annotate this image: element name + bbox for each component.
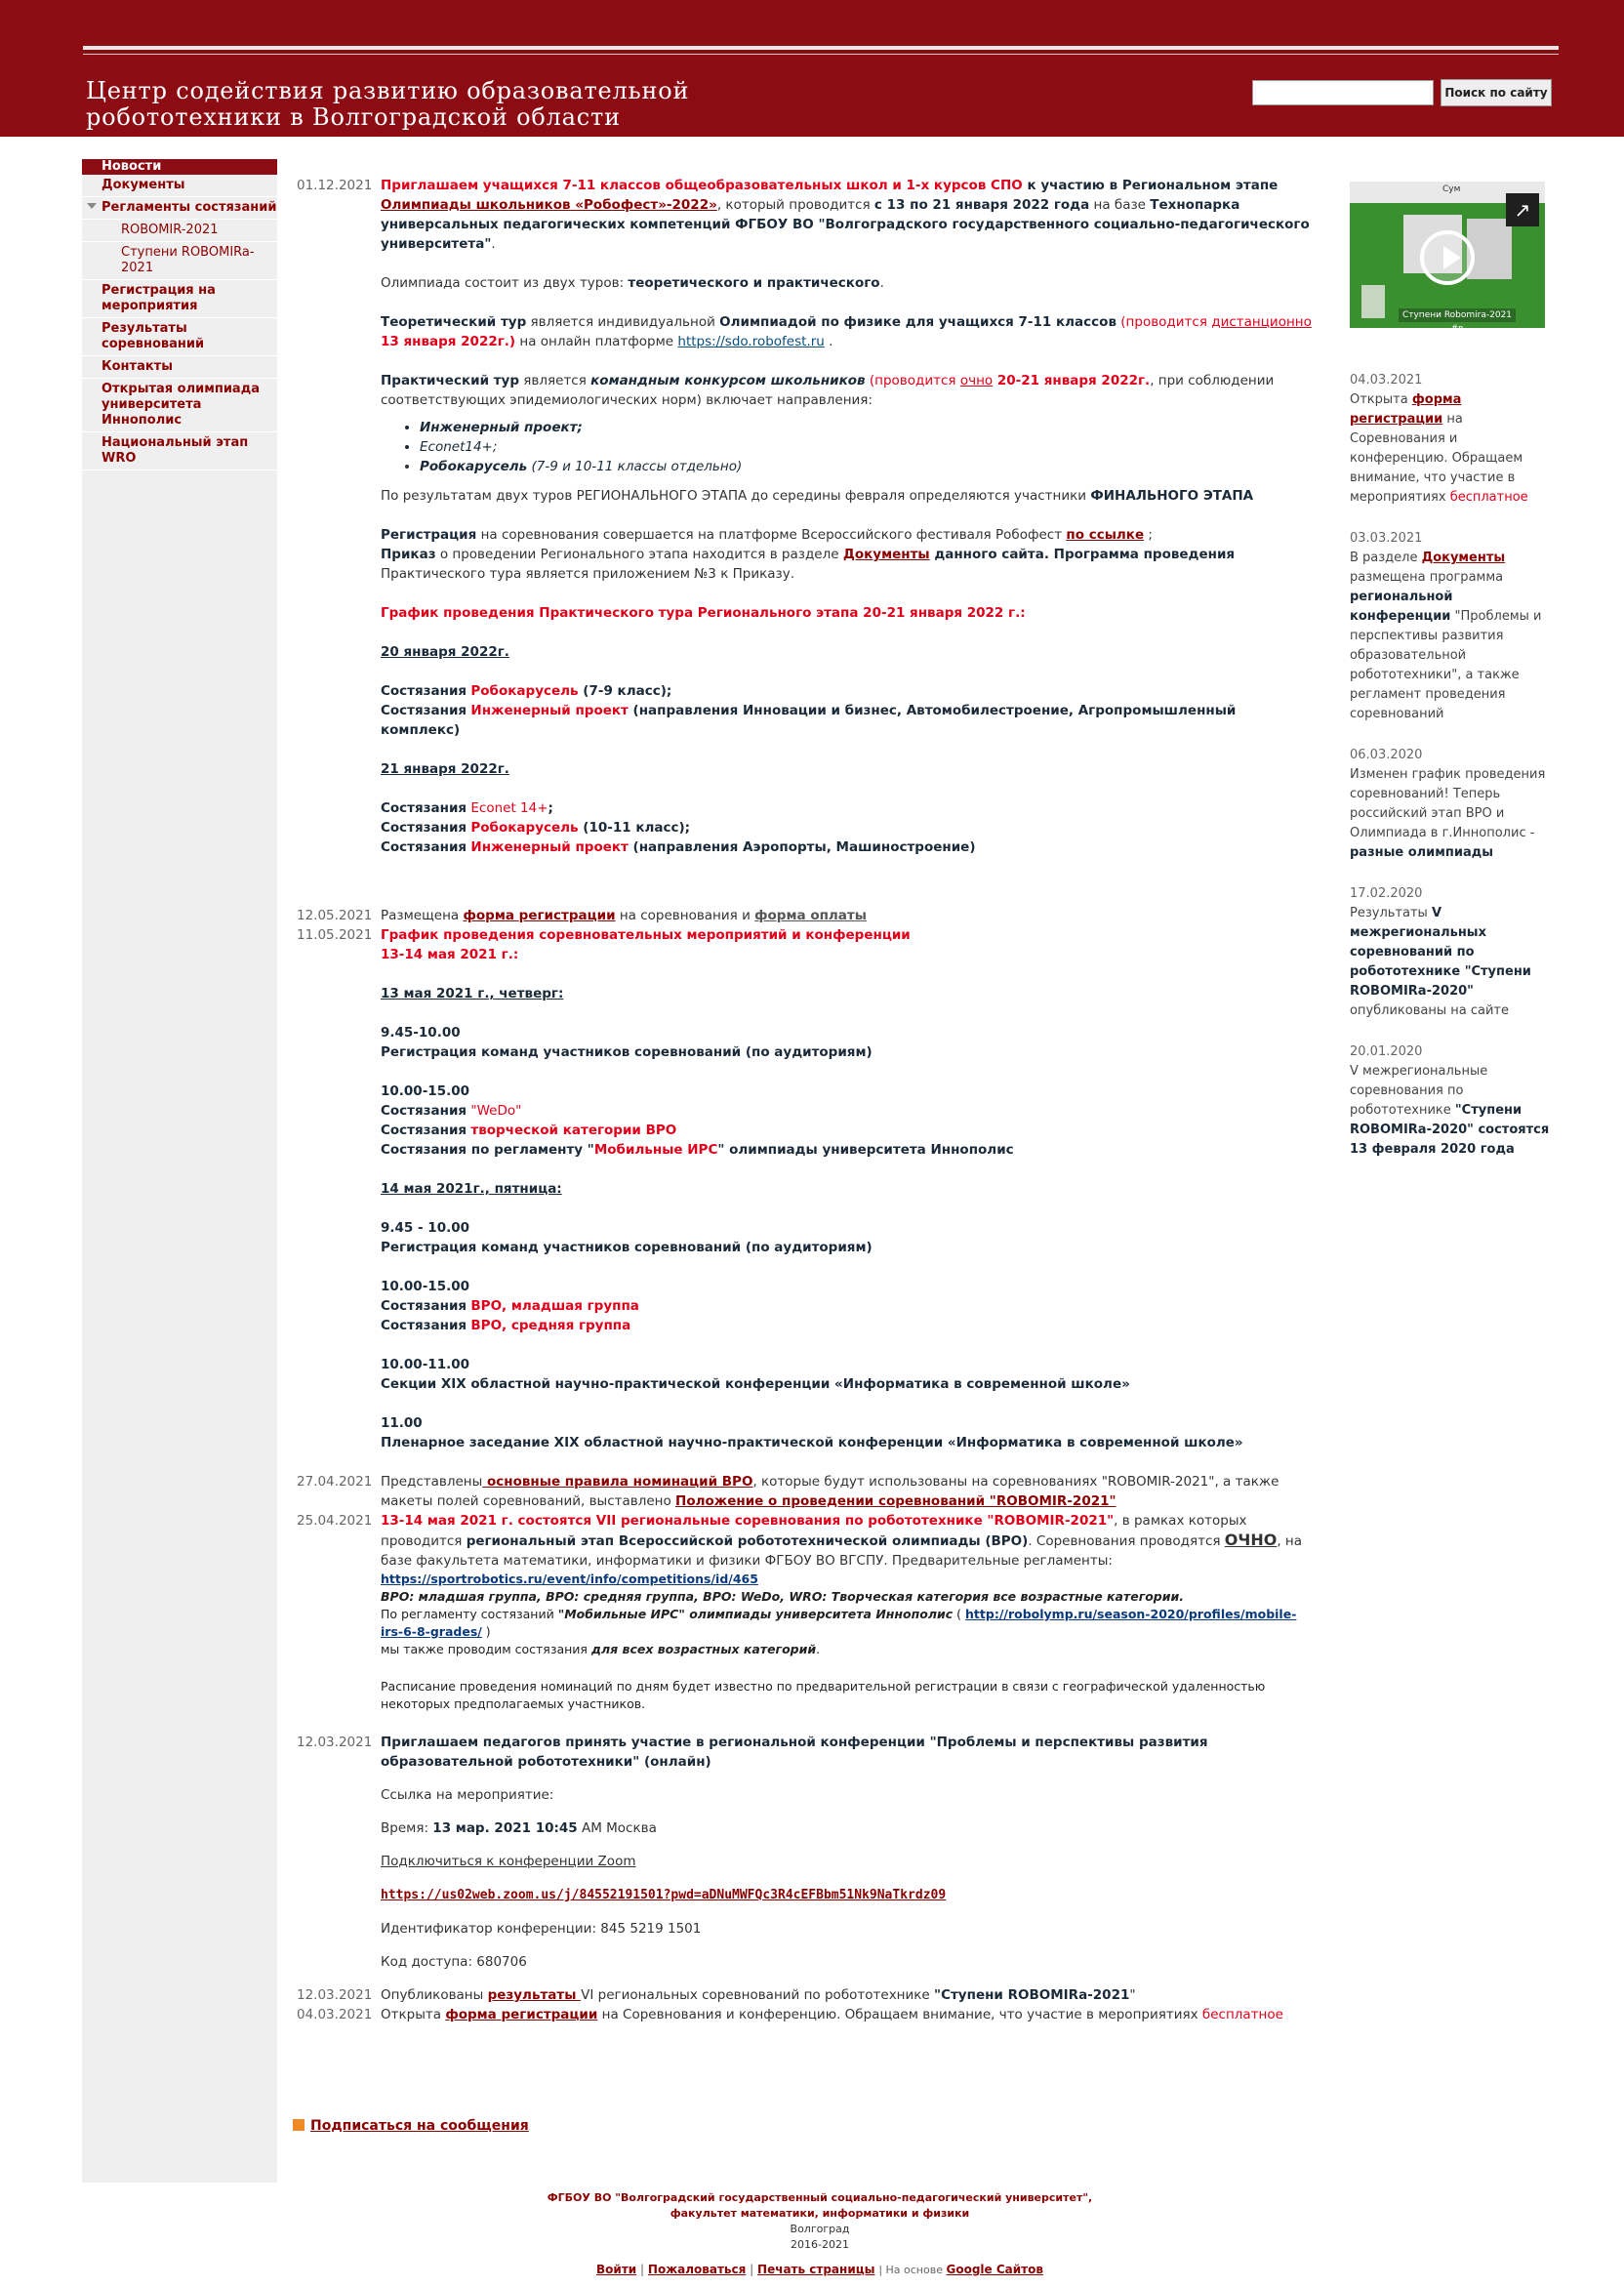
news-text: (7-9 класс); [578, 683, 672, 699]
news-text: на соревнования совершается на платформе Всероссийского фестиваля Робофест [476, 527, 1067, 543]
login-link[interactable]: Войти [596, 2263, 637, 2276]
search-button[interactable]: Поиск по сайту [1441, 79, 1552, 106]
news-text: на базе [1089, 197, 1151, 213]
news-date: 20.01.2020 [1350, 1044, 1423, 1059]
news-text: "WeDo" [470, 1103, 522, 1119]
news-date: 12.03.2021 [297, 1987, 373, 2003]
sidebar-item-innopolis[interactable]: Открытая олимпиада университета Иннополис [82, 379, 277, 432]
registration-form-link[interactable]: форма регистрации [463, 908, 616, 923]
play-icon[interactable] [1420, 230, 1475, 285]
news-text: Приглашаем учащихся 7-11 классов общеобразовательных школ и 1-х курсов СПО [381, 178, 1023, 193]
news-entry [289, 176, 1314, 857]
header-line-thin [83, 54, 1559, 55]
news-text: График проведения соревновательных мероприятий и конференции [381, 927, 911, 943]
sidebar-item-registration[interactable]: Регистрация на мероприятия [82, 280, 277, 318]
news-text: . Соревнования проводятся [1028, 1533, 1225, 1549]
news-text: Состязания [381, 1103, 467, 1119]
video-top-label: Сум [1442, 184, 1461, 194]
zoom-text: Подключиться к конференции Zoom [381, 1854, 636, 1869]
news-paragraph [381, 701, 1314, 740]
news-text: Приказ [381, 547, 436, 562]
news-text: VI региональных соревнований по робототехнике [581, 1987, 935, 2003]
list-item [420, 457, 1314, 476]
news-text: Состязания [381, 1318, 467, 1333]
news-entry [289, 2005, 1314, 2024]
news-text: Открыта [1350, 392, 1412, 407]
news-entry [289, 1472, 1314, 1511]
news-text: ВРО, младшая группа [470, 1298, 639, 1314]
rss-subscribe[interactable] [293, 2118, 529, 2134]
recent-news-item [1350, 884, 1550, 1021]
news-entry [289, 1985, 1314, 2005]
news-text: Состязания [381, 683, 467, 699]
footer-city: Волгоград [790, 2223, 850, 2235]
news-paragraph [381, 371, 1314, 410]
recent-news-item [1350, 746, 1550, 863]
results-link[interactable]: результаты [487, 1987, 582, 2003]
news-text: (проводится [1116, 314, 1212, 330]
news-text: 13-14 мая 2021 г. состоятся VII региональные соревнования по робототехнике "ROBOMIR-2021" [381, 1513, 1115, 1529]
news-text: разные олимпиады [1350, 845, 1494, 860]
news-date: 04.03.2021 [1350, 373, 1423, 388]
open-in-new-icon[interactable]: ↗ [1506, 193, 1539, 226]
recent-news-item [1350, 1042, 1550, 1160]
header-line [83, 46, 1559, 50]
news-text: Econet 14+ [470, 800, 548, 816]
news-text: региональной конференции [1350, 590, 1453, 624]
news-list [289, 176, 1314, 2024]
sidebar-item-news[interactable]: Новости [82, 159, 277, 175]
list-item: • Econet14+; [420, 437, 1314, 457]
footer-university: ФГБОУ ВО "Волгоградский государственный социально-педагогический университет", [547, 2191, 1093, 2204]
news-text: Состязания [381, 800, 467, 816]
search-input[interactable] [1252, 80, 1434, 105]
registration-form-link[interactable]: форма регистрации [445, 2007, 598, 2022]
google-sites-link[interactable]: Google Сайтов [946, 2263, 1043, 2276]
news-text: Изменен график проведения соревнований! Теперь российский этап ВРО и Олимпиада в г.Иннополис - [1350, 767, 1546, 840]
site-title-line1[interactable]: Центр содействия развитию образовательной [86, 77, 690, 104]
footer-years: 2016-2021 [791, 2238, 849, 2251]
news-date: 17.02.2020 [1350, 886, 1423, 901]
schedule-time: 10.00-15.00 [381, 1279, 470, 1294]
news-text: ОЧНО [1224, 1531, 1278, 1549]
list-item: • Инженерный проект; [420, 418, 1314, 437]
news-entry [289, 906, 1314, 925]
sportrobotics-link[interactable]: https://sportrobotics.ru/event/info/competitions/id/465 [381, 1572, 758, 1586]
schedule-date: 20 января 2022г. [381, 644, 509, 660]
news-text: . [491, 236, 496, 252]
documents-link[interactable]: Документы [842, 547, 930, 562]
news-text: Состязания [381, 703, 467, 718]
news-text: Расписание проведения номинаций по дням будет известно по предварительной регистрации в связи с географической удаленностью некоторых предполагаемых участников. [381, 1679, 1266, 1711]
news-entry [289, 1511, 1314, 1713]
vro-rules-link[interactable]: основные правила номинаций ВРО [482, 1474, 753, 1490]
news-text: (проводится [865, 373, 960, 388]
expand-arrow-icon[interactable] [87, 203, 97, 209]
news-text: , которые будут использованы на соревнованиях "ROBOMIR-2021", а также макеты полей соревнований, выставлено [381, 1474, 1279, 1509]
news-text: командным конкурсом школьников [590, 373, 866, 388]
news-paragraph [381, 1121, 1314, 1140]
news-text: Регистрация команд участников соревнований (по аудиториям) [381, 1044, 873, 1060]
news-text: Опубликованы [381, 1987, 488, 2003]
news-text: Инженерный проект [470, 839, 629, 855]
video-person-image [1361, 285, 1385, 318]
news-text: Инженерный проект [470, 703, 629, 718]
schedule-time: 10.00-11.00 [381, 1357, 470, 1372]
news-text: данного сайта. Программа проведения [929, 547, 1236, 562]
report-link[interactable]: Пожаловаться [647, 2263, 747, 2276]
regulation-link[interactable]: Положение о проведении соревнований "ROBOMIR-2021" [675, 1493, 1116, 1509]
news-text: Мобильные ИРС [593, 1142, 718, 1158]
news-text: на соревнования и [615, 908, 755, 923]
news-text: "Ступени ROBOMIRa-2021 [934, 1987, 1130, 2003]
sidebar-item-contacts[interactable]: Контакты [82, 356, 277, 379]
news-text: ( [953, 1607, 966, 1621]
news-text: Практический тур [381, 373, 520, 388]
news-text: Результаты [1350, 906, 1432, 920]
news-paragraph [381, 1606, 1314, 1641]
news-paragraph [381, 2005, 1314, 2024]
news-paragraph [381, 818, 1314, 837]
news-text: " [1129, 1987, 1136, 2003]
print-link[interactable]: Печать страницы [757, 2263, 875, 2276]
news-text: , который проводится [716, 197, 874, 213]
news-entry [289, 1733, 1314, 1972]
schedule-date: 13 мая 2021 г., четверг: [381, 986, 564, 1001]
news-text: опубликованы на сайте [1350, 1003, 1509, 1018]
news-text: (10-11 класс); [578, 820, 691, 836]
robofest-link[interactable]: по ссылке [1066, 527, 1145, 543]
payment-form-link[interactable]: форма оплаты [754, 908, 867, 923]
news-text: Состязания по регламенту " [381, 1142, 594, 1158]
rss-icon[interactable] [293, 2119, 304, 2131]
news-text: Открыта [381, 2007, 446, 2022]
news-text: "Мобильные ИРС" олимпиады университета Иннополис [557, 1607, 954, 1621]
news-text: По регламенту состязаний [381, 1607, 558, 1621]
news-text: размещена программа [1350, 570, 1504, 585]
video-frame-image [1467, 219, 1512, 279]
news-paragraph [381, 1985, 1314, 2005]
sdo-link[interactable]: https://sdo.robofest.ru [677, 334, 825, 349]
news-text: 13 января 2022г.) [381, 334, 516, 349]
news-text: ; [548, 800, 553, 816]
news-text: V межрегиональные соревнования по робототехнике [1350, 1064, 1488, 1118]
news-paragraph [381, 1641, 1314, 1658]
schedule-time: 9.45 - 10.00 [381, 1220, 470, 1236]
news-text: Код доступа: 680706 [381, 1954, 527, 1970]
sidebar-item-label[interactable]: Регламенты состязаний [102, 200, 277, 215]
news-text: Теоретический тур [381, 314, 527, 330]
news-text: Состязания [381, 839, 467, 855]
news-text: 13 мар. 2021 10:45 [432, 1820, 578, 1836]
news-text: бесплатное [1449, 490, 1528, 505]
news-text: , на базе факультета математики, информатики и физики ФГБОУ ВО ВГСПУ. Предварительные регламенты: [381, 1533, 1302, 1569]
news-text: Регистрация [381, 527, 477, 543]
olympiad-link[interactable]: Олимпиады школьников «Робофест»-2022» [381, 197, 717, 213]
news-text: Идентификатор конференции: 845 5219 1501 [381, 1921, 702, 1937]
schedule-time: 10.00-15.00 [381, 1083, 470, 1099]
news-paragraph [381, 1472, 1314, 1511]
sidebar-item-stupeni-2021[interactable]: Ступени ROBOMIRa-2021 [82, 242, 277, 280]
sidebar-item-robomir-2021[interactable]: ROBOMIR-2021 [82, 220, 277, 242]
news-paragraph [381, 525, 1314, 584]
news-text: Приглашаем педагогов принять участие в региональной конференции "Проблемы и перспективы развития образовательной робототехники" (онлайн) [381, 1735, 1208, 1770]
news-date: 01.12.2021 [297, 178, 373, 193]
news-paragraph [381, 1101, 1314, 1121]
news-text: . [824, 334, 833, 349]
news-text: Представлены [381, 1474, 483, 1490]
news-paragraph [381, 906, 1314, 925]
news-text: (направления Аэропорты, Машиностроение) [628, 839, 976, 855]
news-text: с 13 по 21 января 2022 года [873, 197, 1090, 213]
news-text: Олимпиадой по физике для учащихся 7-11 классов [719, 314, 1116, 330]
news-text: является [519, 373, 591, 388]
news-paragraph [381, 1140, 1314, 1160]
news-text: региональный этап Всероссийской робототехнической олимпиады (ВРО) [466, 1533, 1029, 1549]
sidebar-item-results[interactable]: Результаты соревнований [82, 318, 277, 356]
schedule-time: 11.00 [381, 1415, 423, 1431]
news-text: V межрегиональных соревнований по робототехнике "Ступени ROBOMIRa-2020" [1350, 906, 1531, 999]
news-text: Пленарное заседание XIX областной научно-практической конференции «Информатика в современной школе» [381, 1435, 1243, 1450]
news-paragraph [381, 312, 1314, 351]
news-text: "Проблемы и перспективы развития образовательной робототехники", а также регламент проведения соревнований [1350, 609, 1542, 721]
news-text: 13-14 мая 2021 г.: [381, 947, 519, 962]
news-text: на Соревнования и конференцию. Обращаем внимание, что участие в мероприятиях [1350, 412, 1523, 505]
schedule-date: 21 января 2022г. [381, 761, 509, 777]
news-text: Робокарусель [470, 820, 579, 836]
news-paragraph [381, 681, 1314, 701]
news-text: Состязания [381, 1123, 467, 1138]
news-paragraph [381, 1316, 1314, 1335]
news-text: Ссылка на мероприятие: [381, 1787, 554, 1803]
news-date: 11.05.2021 [297, 927, 373, 943]
news-paragraph [381, 1511, 1314, 1571]
news-text: для всех возрастных категорий [590, 1642, 817, 1656]
news-text: о проведении Регионального этапа находится в разделе [435, 547, 843, 562]
news-date: 27.04.2021 [297, 1474, 373, 1490]
news-text: "Ступени ROBOMIRa-2020" состоятся 13 февраля 2020 года [1350, 1103, 1550, 1157]
news-text: очно [959, 373, 994, 388]
news-text: (направления Инновации и бизнес, Автомобилестроение, Агропромышленный комплекс) [381, 703, 1237, 738]
news-paragraph [381, 798, 1314, 818]
news-text: на онлайн платформе [515, 334, 678, 349]
news-text: График проведения Практического тура Регионального этапа 20-21 января 2022 г.: [381, 605, 1026, 621]
footer-links: Войти | Пожаловаться | Печать страницы | На основе Google Сайтов [596, 2263, 1043, 2276]
news-paragraph [381, 273, 1314, 293]
news-date: 06.03.2020 [1350, 748, 1423, 762]
news-text: теоретического и практического [628, 275, 880, 291]
news-text: AM Москва [577, 1820, 657, 1836]
sidebar-item-documents[interactable]: Документы [82, 175, 277, 197]
news-date: 04.03.2021 [297, 2007, 373, 2022]
news-date: 03.03.2021 [1350, 531, 1423, 546]
news-text: мы также проводим состязания [381, 1642, 591, 1656]
sidebar [82, 159, 277, 2183]
news-text: является индивидуальной [526, 314, 720, 330]
video-caption: Ступени Robomira-2021 #в [1399, 308, 1516, 322]
news-entry [289, 925, 1314, 1452]
sidebar-item-reglaments[interactable] [82, 197, 277, 220]
site-title[interactable] [86, 78, 828, 131]
recent-news-panel [1350, 182, 1550, 1160]
news-paragraph [381, 1818, 1314, 1838]
news-paragraph [381, 1296, 1314, 1316]
news-text: , в рамках которых проводится [381, 1513, 1247, 1549]
news-text: Размещена [381, 908, 464, 923]
robolymp-link[interactable]: http://robolymp.ru/season-2020/profiles/mobile-irs-6-8-grades/ [381, 1607, 1297, 1639]
news-text: " олимпиады университета Иннополис [717, 1142, 1014, 1158]
documents-link[interactable]: Документы [1421, 551, 1506, 565]
news-date: 25.04.2021 [297, 1513, 373, 1529]
news-text: 20-21 января 2022г. [993, 373, 1151, 388]
news-text: к участию в Региональном этапе [1022, 178, 1279, 193]
news-text: Практического тура является приложением №3 к Приказу. [381, 566, 795, 582]
news-text: Состязания [381, 1298, 467, 1314]
schedule-time: 9.45-10.00 [381, 1025, 461, 1041]
news-text: Секции XIX областной научно-практической конференции «Информатика в современной школе» [381, 1376, 1130, 1392]
news-text: ВРО: младшая группа, ВРО: средняя группа, ВРО: WeDo, WRO: Творческая категория все возрастные категории. [381, 1589, 1185, 1604]
news-date: 12.03.2021 [297, 1735, 373, 1750]
news-text: Технопарка универсальных педагогических компетенций ФГБОУ ВО "Волгоградского государственного социально-педагогического университета" [381, 197, 1310, 252]
news-text: дистанционно [1211, 314, 1312, 330]
video-thumbnail[interactable] [1350, 182, 1545, 334]
news-text: Время: [381, 1820, 433, 1836]
footer-faculty: факультет математики, информатики и физики [670, 2207, 970, 2220]
news-text: бесплатное [1201, 2007, 1283, 2022]
schedule-date: 14 мая 2021г., пятница: [381, 1181, 562, 1197]
news-text: на Соревнования и конференцию. Обращаем внимание, что участие в мероприятиях [597, 2007, 1202, 2022]
site-header [0, 0, 1624, 137]
news-text: Регистрация команд участников соревнований (по аудиториям) [381, 1240, 873, 1255]
news-text: ВРО, средняя группа [470, 1318, 631, 1333]
news-text: Олимпиада состоит из двух туров: [381, 275, 629, 291]
zoom-link[interactable]: https://us02web.zoom.us/j/84552191501?pwd=aDNuMWFQc3R4cEFBbm51Nk9NaTkrdz09 [381, 1888, 947, 1902]
news-text: ; [1144, 527, 1153, 543]
news-date: 12.05.2021 [297, 908, 373, 923]
registration-form-link[interactable]: форма регистрации [1350, 392, 1462, 427]
news-text: (7-9 и 10-11 классы отдельно) [527, 459, 743, 474]
news-text: По результатам двух туров РЕГИОНАЛЬНОГО ЭТАПА до середины февраля определяются участники [381, 488, 1091, 504]
news-text: В разделе [1350, 551, 1422, 565]
news-text: ФИНАЛЬНОГО ЭТАПА [1090, 488, 1254, 504]
subscribe-link[interactable]: Подписаться на сообщения [310, 2118, 529, 2134]
recent-news-item [1350, 371, 1550, 508]
footer-based-text: | На основе [878, 2264, 947, 2276]
news-text: . [879, 275, 884, 291]
news-paragraph [381, 486, 1314, 506]
news-text: Состязания [381, 820, 467, 836]
news-paragraph [381, 837, 1314, 857]
footer [488, 2190, 1152, 2253]
sidebar-item-wro[interactable]: Национальный этап WRO [82, 432, 277, 470]
news-paragraph [381, 176, 1314, 254]
directions-list [381, 418, 1314, 476]
news-text: . [816, 1642, 821, 1656]
news-text: Робокарусель [420, 459, 528, 474]
recent-news-item [1350, 529, 1550, 724]
news-text: , при соблюдении соответствующих эпидемиологических норм) включает направления: [381, 373, 1275, 408]
news-text: ) [481, 1624, 491, 1639]
site-title-line2[interactable]: робототехники в Волгоградской области [86, 103, 621, 131]
news-text: творческой категории ВРО [470, 1123, 677, 1138]
news-text: Робокарусель [470, 683, 579, 699]
